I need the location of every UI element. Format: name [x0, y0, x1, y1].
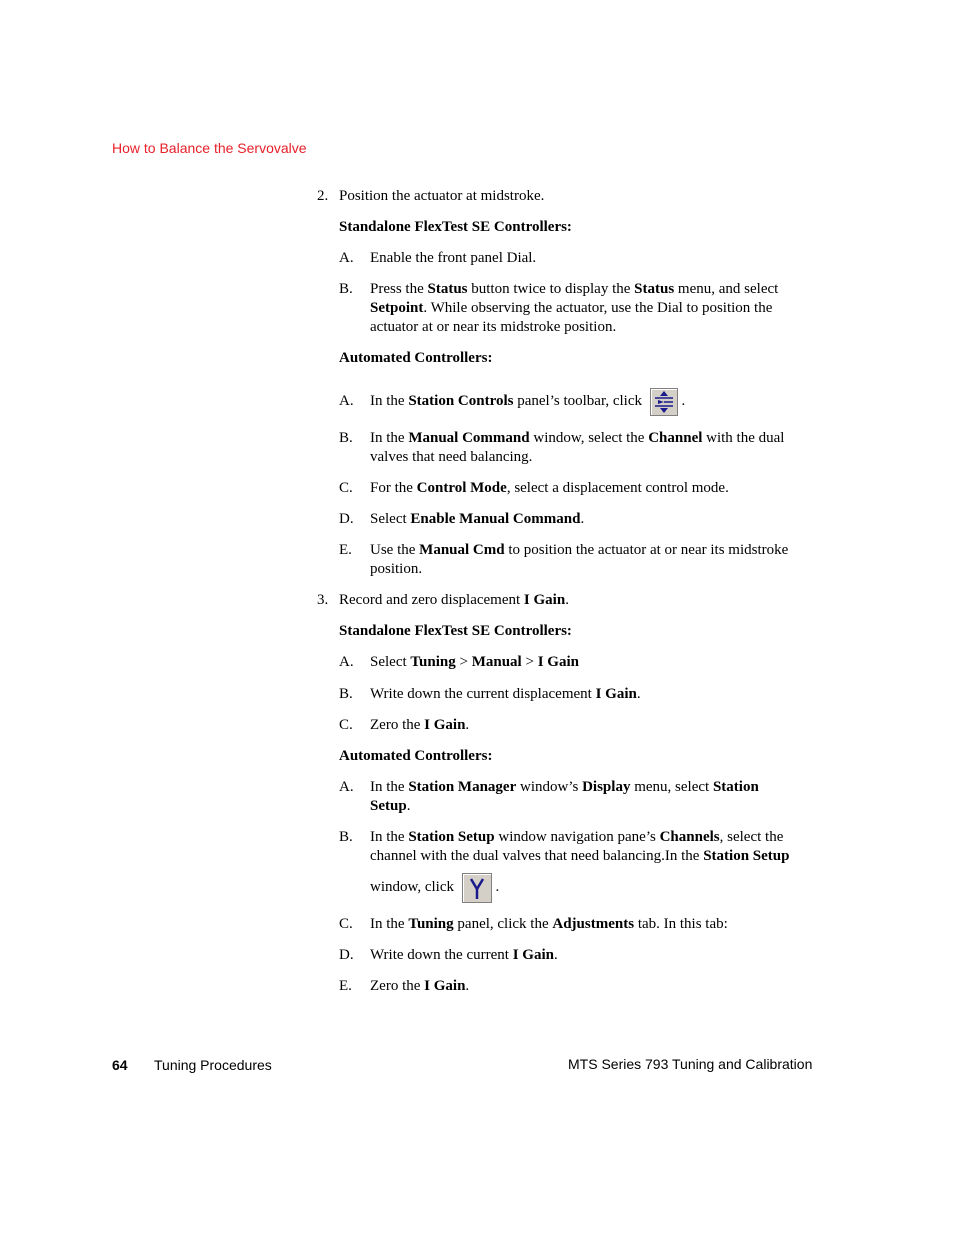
substep-text: Enable the front panel Dial.: [370, 250, 537, 266]
substep-text: Select Enable Manual Command.: [370, 511, 585, 527]
section-heading: Automated Controllers:: [339, 748, 493, 764]
substep-text: Zero the I Gain.: [370, 978, 470, 994]
substep-letter: A.: [339, 393, 354, 409]
step-text: Record and zero displacement I Gain.: [339, 592, 569, 608]
step-number: 2.: [317, 188, 329, 204]
substep-letter: A.: [339, 654, 354, 670]
section-heading: Standalone FlexTest SE Controllers:: [339, 219, 572, 235]
substep-letter: E.: [339, 978, 352, 994]
substep-text: Write down the current displacement I Gain.: [370, 686, 641, 702]
substep-text: For the Control Mode, select a displacement control mode.: [370, 480, 729, 496]
footer-book-title: MTS Series 793 Tuning and Calibration: [568, 1056, 813, 1072]
substep-letter: A.: [339, 250, 354, 266]
section-link[interactable]: How to Balance the Servovalve: [112, 140, 307, 156]
substep-text: Write down the current I Gain.: [370, 947, 558, 963]
substep-text: Press the Status button twice to display the Status menu, and select Setpoint. While observing the actuator, use the Dial to position the actuator at or near its midstroke position.: [370, 281, 779, 335]
substep-letter: B.: [339, 281, 353, 297]
substep-letter: C.: [339, 717, 353, 733]
substep-text: In the Station Setup window navigation pane’s Channels, select the channel with the dual valves that need balancing.In the Station Setup: [370, 829, 790, 864]
substep-letter: C.: [339, 480, 353, 496]
substep-text: Select Tuning > Manual > I Gain: [370, 654, 579, 670]
substep-letter: B.: [339, 686, 353, 702]
step-number: 3.: [317, 592, 329, 608]
substep-text: In the Manual Command window, select the Channel with the dual valves that need balancing.: [370, 430, 785, 465]
manual-command-icon[interactable]: [650, 388, 678, 416]
substep-text: Use the Manual Cmd to position the actuator at or near its midstroke position.: [370, 542, 789, 577]
substep-text: In the Station Controls panel’s toolbar, click .: [370, 386, 685, 416]
footer-section: Tuning Procedures: [154, 1057, 272, 1073]
page-number: 64: [112, 1057, 128, 1073]
substep-text: Zero the I Gain.: [370, 717, 470, 733]
substep-letter: D.: [339, 511, 354, 527]
section-heading: Standalone FlexTest SE Controllers:: [339, 623, 572, 639]
step-text: Position the actuator at midstroke.: [339, 188, 545, 204]
substep-text: In the Tuning panel, click the Adjustments tab. In this tab:: [370, 916, 728, 932]
substep-letter: E.: [339, 542, 352, 558]
substep-letter: D.: [339, 947, 354, 963]
section-heading: Automated Controllers:: [339, 350, 493, 366]
substep-letter: B.: [339, 829, 353, 845]
substep-letter: A.: [339, 779, 354, 795]
valve-balance-icon[interactable]: [462, 873, 492, 903]
substep-letter: B.: [339, 430, 353, 446]
substep-letter: C.: [339, 916, 353, 932]
substep-text: window, click .: [370, 872, 499, 903]
substep-text: In the Station Manager window’s Display menu, select Station Setup.: [370, 779, 759, 814]
